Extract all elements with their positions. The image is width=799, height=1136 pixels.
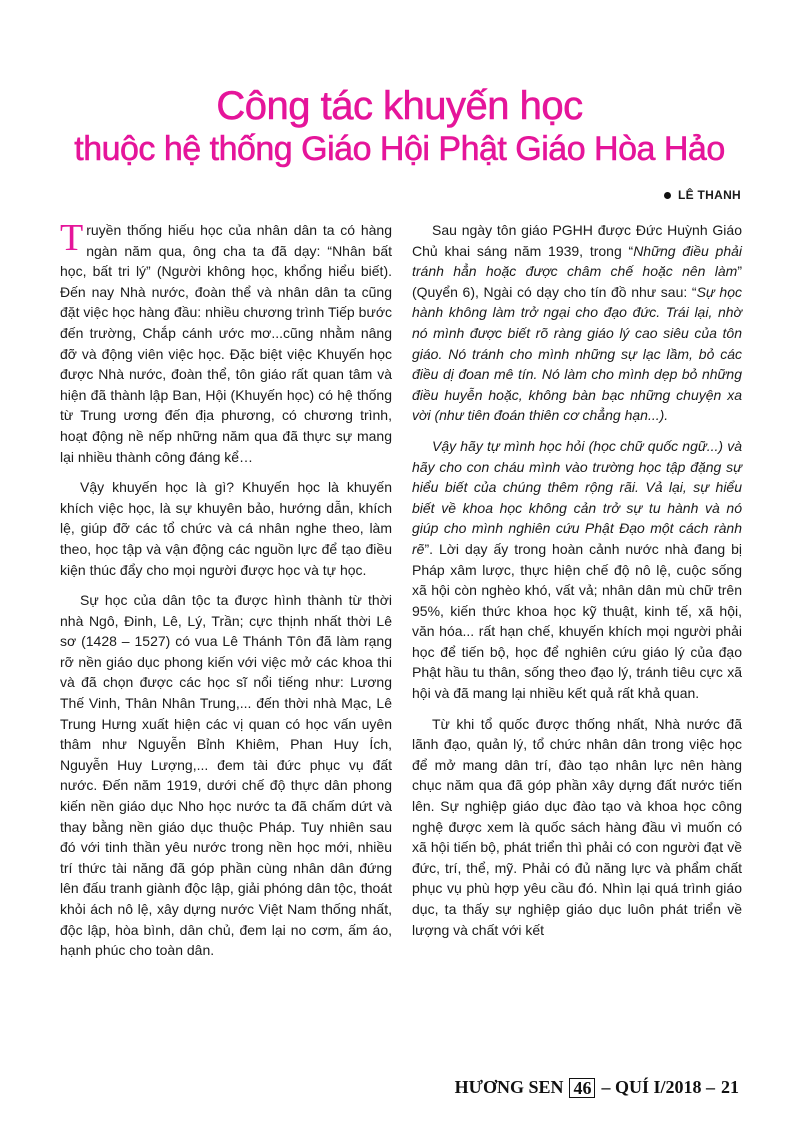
paragraph: Sự học của dân tộc ta được hình thành từ thời nhà Ngô, Đinh, Lê, Lý, Trần; cực thịnh nhất thời Lê sơ (1428 – 1527) có vua Lê Thánh Tôn đã làm rạng rỡ nền giáo dục phong kiến với việc mở các khoa thi và đã chọn được các học sĩ nổi tiếng như: Lương Thế Vinh, Thân Nhân Trung,... đến thời nhà Mạc, Lê Trung Hưng xuất hiện các vị quan có học vấn uyên thâm như Nguyễn Bỉnh Khiêm, Phan Huy Ích, Nguyễn Huy Lượng,... đem tài đức phục vụ đất nước. Đến năm 1919, dưới chế độ thực dân phong kiến nền giáo dục Nho học nước ta đã chấm dứt và thay bằng nền giáo dục thuộc Pháp. Tuy nhiên sau đó với tinh thần yêu nước trong nền học mới, nhiều trí thức tài năng đã góp phần cùng nhân dân đứng lên đấu tranh giành độc lập, giải phóng dân tộc, thoát khỏi ách nô lệ, xây dựng nước Việt Nam thống nhất, độc lập, hòa bình, dân chủ, đem lại no cơm, ấm áo, hạnh phúc cho toàn dân.: [60, 592, 392, 959]
issue-number: 46: [569, 1078, 595, 1098]
bullet-icon: [664, 192, 671, 199]
quotation: Sự học hành không làm trở ngại cho đạo đức. Trái lại, nhờ nó mình được biết rõ ràng giáo lý cao siêu của tôn giáo. Nó tránh cho mình những sự lạc lầm, bỏ các điều dị đoan mê tín. Nó làm cho mình dẹp bỏ những điều huyễn hoặc, không bàn bạc những chuyện xa vời (như tiên đoán thiên cơ chẳng hạn...).: [412, 283, 742, 424]
quotation: Vậy hãy tự mình học hỏi (học chữ quốc ngữ...) và hãy cho con cháu mình vào trường học tập đặng sự hiểu biết của chúng thêm rộng rãi. Vả lại, sự hiểu biết về khoa học không cản trở sự tu hành và nó giúp cho mình nghiên cứu Phật Đạo một cách rành rẽ: [412, 437, 742, 557]
paragraph: [412, 220, 742, 426]
book-title: Những điều phải tránh hẳn hoặc được châm chế hoặc nên làm: [412, 242, 743, 280]
page-number: 21: [721, 1077, 739, 1097]
drop-cap: T: [60, 217, 84, 259]
paragraph-text: Sau ngày tôn giáo PGHH được Đức Huỳnh Giáo Chủ khai sáng năm 1939, trong “: [412, 222, 742, 259]
paragraph: Vậy khuyến học là gì? Khuyến học là khuyến khích việc học, là sự khuyên bảo, hướng dẫn, khích lệ, giúp đỡ các tổ chức và cá nhân nghe theo, làm theo, học tập và vận động các nguồn lực để tạo điều kiện thúc đẩy cho mọi người được học và tự học.: [60, 479, 392, 578]
issue-period: – QUÍ I/2018 –: [601, 1077, 715, 1097]
paragraph-text: ” (Quyển 6), Ngài có dạy cho tín đồ như sau: “: [412, 263, 742, 300]
paragraph-text: ruyền thống hiếu học của nhân dân ta có hàng ngàn năm qua, ông cha ta đã dạy: “Nhân bất học, bất tri lý” (Người không học, khổng hiểu biết). Đến nay Nhà nước, đoàn thể và nhân dân ta cũng đặt việc học hàng đầu: nhiều chương trình Tiếp bước đến trường, Chắp cánh ước mơ...cũng nhằm nâng đỡ và động viên việc học. Đặc biệt việc Khuyến học được Nhà nước, đoàn thể, tôn giáo rất quan tâm và hiện đã thành lập Ban, Hội (Khuyến học) có hệ thống từ Trung ương đến địa phương, có chương trình, hoạt động nề nếp những năm qua đã thực sự mang lại nhiều thành công đáng kể…: [60, 222, 392, 465]
author-name: LÊ THANH: [677, 188, 741, 202]
right-column: [412, 220, 742, 950]
paragraph: [412, 436, 742, 704]
byline: [664, 188, 741, 202]
paragraph: Từ khi tổ quốc được thống nhất, Nhà nước đã lãnh đạo, quản lý, tổ chức nhân dân trong việc học để mở mang dân trí, đào tạo nhân lực nên hàng chục năm qua đã góp phần xây dựng đất nước tiến lên. Sự nghiệp giáo dục đào tạo và khoa học công nghệ được xem là quốc sách hàng đầu vì muốn có xã hội tiến bộ, phát triển thì phải có con người đạt về đức, trí, thể, mỹ. Phải có đủ năng lực và phẩm chất phục vụ phù hợp yêu cầu đó. Nhìn lại quá trình giáo dục, ta thấy sự nghiệp giáo dục luôn phát triển về lượng và chất với kết: [412, 715, 742, 938]
magazine-name: HƯƠNG SEN: [454, 1077, 564, 1097]
paragraph-text: ”. Lời dạy ấy trong hoàn cảnh nước nhà đang bị Pháp xâm lược, thực hiện chế độ nô lệ, cuộc sống xã hội còn nghèo khó, vất vả; nhân dân mù chữ trên 95%, kiến thức khoa học kỹ thuật, kinh tế, xã hội, văn hóa... rất hạn chế, khuyến khích mọi người phải học để tiến bộ, học để nghiên cứu giáo lý của đạo Phật hầu tu thân, sống theo đạo lý, tránh tiêu cực xã hội và đã mang lại nhiều kết quả rất khả quan.: [412, 540, 742, 702]
left-column: [60, 217, 392, 971]
article-subtitle: thuộc hệ thống Giáo Hội Phật Giáo Hòa Hảo: [74, 130, 725, 168]
page-footer: [455, 1077, 739, 1098]
paragraph: [60, 217, 392, 467]
article-title: Công tác khuyến học: [216, 84, 583, 128]
